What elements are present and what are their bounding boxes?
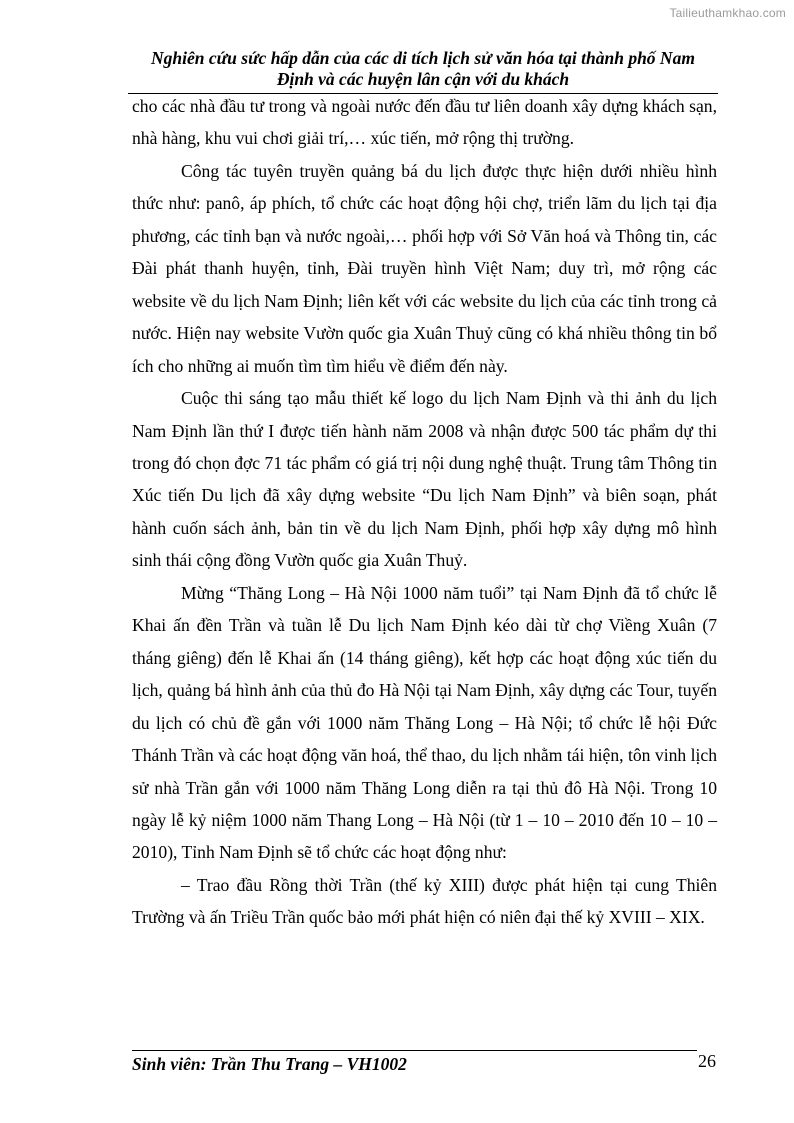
watermark: Tailieuthamkhao.com [669,6,786,20]
header-title-line-2: Định và các huyện lân cận với du khách [276,69,570,89]
paragraph-4: Mừng “Thăng Long – Hà Nội 1000 năm tuổi” tại Nam Định đã tổ chức lễ Khai ấn đền Trần và tuần lễ Du lịch Nam Định kéo dài từ chợ Viềng Xuân (7 tháng giêng) đến lễ Khai ấn (14 tháng giêng), kết hợp các hoạt động xúc tiến du lịch, quảng bá hình ảnh của thủ đo Hà Nội tại Nam Định, xây dựng các Tour, tuyến du lịch có chủ đề gắn với 1000 năm Thăng Long – Hà Nội; tổ chức lễ hội Đức Thánh Trần và các hoạt động văn hoá, thể thao, du lịch nhằm tái hiện, tôn vinh lịch sử nhà Trần gắn với 1000 năm Thăng Long diễn ra tại thủ đô Hà Nội. Trong 10 ngày lễ kỷ niệm 1000 năm Thang Long – Hà Nội (từ 1 – 10 – 2010 đến 10 – 10 – 2010), Tỉnh Nam Định sẽ tổ chức các hoạt động như: [132,582,717,863]
header-title-line-1: Nghiên cứu sức hấp dẫn của các di tích lịch sử văn hóa tại thành phố Nam [151,48,695,68]
footer-divider [132,1050,697,1051]
page-header [128,48,718,90]
paragraph-5: – Trao đầu Rồng thời Trần (thế kỷ XIII) được phát hiện tại cung Thiên Trường và ấn Triều Trần quốc bảo mới phát hiện có niên đại thế kỷ XVIII – XIX. [132,874,717,928]
document-body [132,90,717,934]
footer-author: Sinh viên: Trần Thu Trang – VH1002 [132,1054,407,1074]
page-number: 26 [698,1051,716,1071]
paragraph-3: Cuộc thi sáng tạo mẫu thiết kế logo du lịch Nam Định và thi ảnh du lịch Nam Định lần thứ I được tiến hành năm 2008 và nhận được 500 tác phẩm dự thi trong đó chọn đợc 71 tác phẩm có giá trị nội dung nghệ thuật. Trung tâm Thông tin Xúc tiến Du lịch đã xây dựng website “Du lịch Nam Định” và biên soạn, phát hành cuốn sách ảnh, bản tin về du lịch Nam Định, phối hợp xây dựng mô hình sinh thái cộng đồng Vườn quốc gia Xuân Thuỷ. [132,388,717,571]
paragraph-1: cho các nhà đầu tư trong và ngoài nước đến đầu tư liên doanh xây dựng khách sạn, nhà hàng, khu vui chơi giải trí,… xúc tiến, mở rộng thị trường. [132,96,717,149]
paragraph-2: Công tác tuyên truyền quảng bá du lịch được thực hiện dưới nhiều hình thức như: panô, áp phích, tổ chức các hoạt động hội chợ, triển lãm du lịch tại địa phương, các tỉnh bạn và nước ngoài,… phối hợp với Sở Văn hoá và Thông tin, các Đài phát thanh huyện, tỉnh, Đài truyền hình Việt Nam; duy trì, mở rộng các website về du lịch Nam Định; liên kết với các website du lịch của các tỉnh trong cả nước. Hiện nay website Vườn quốc gia Xuân Thuỷ cũng có khá nhiều thông tin bổ ích cho những ai muốn tìm tìm hiểu về điểm đến này. [132,160,717,376]
